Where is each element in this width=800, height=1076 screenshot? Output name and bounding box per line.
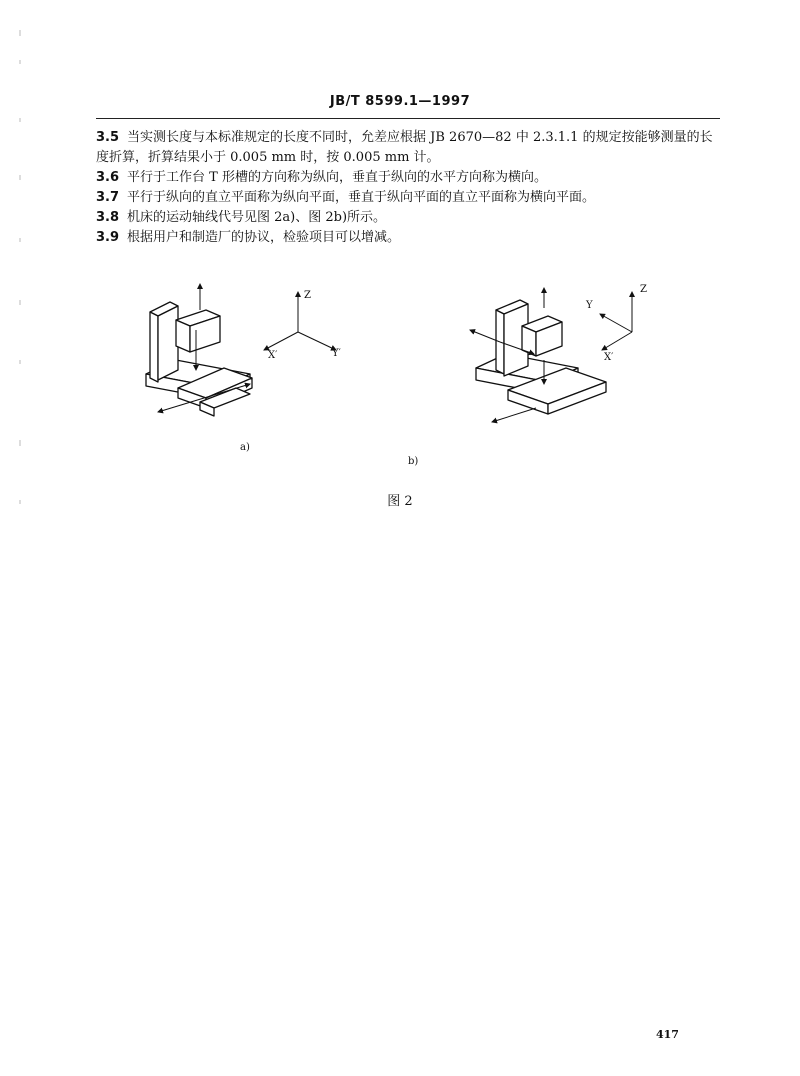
clause-3-9 — [96, 228, 720, 248]
axis-label-y-b: Y — [586, 300, 593, 311]
clause-number: 3.5 — [96, 130, 120, 145]
clause-text: 根据用户和制造厂的协议，检验项目可以增减。 — [127, 230, 401, 245]
subfigure-label-b: b) — [408, 456, 419, 467]
clause-text: 当实测长度与本标准规定的长度不同时，允差应根据 JB 2670—82 中 2.3.1.1 的规定按能够测量的长度折算，折算结果小于 0.005 mm 时，按 0.005 mm 计。 — [96, 130, 713, 165]
clause-3-6 — [96, 168, 720, 188]
axis-label-z-b: Z — [640, 284, 647, 295]
axis-label-x-b: X′ — [604, 352, 614, 363]
figure-caption: 图 2 — [387, 494, 413, 509]
machine-a-drawing — [146, 302, 252, 416]
clause-number: 3.7 — [96, 190, 120, 205]
clause-3-7 — [96, 188, 720, 208]
standard-code: JB/T 8599.1—1997 — [329, 94, 471, 109]
binding-marks-icon — [16, 0, 24, 1072]
figure-2 — [0, 270, 800, 510]
header-rule — [96, 118, 720, 119]
clause-number: 3.8 — [96, 210, 120, 225]
clause-list — [96, 128, 720, 248]
clause-text: 机床的运动轴线代号见图 2a)、图 2b)所示。 — [127, 210, 387, 225]
binding-edge-marks — [16, 0, 24, 1072]
axis-label-x-a: X′ — [268, 350, 278, 361]
clause-text: 平行于工作台 T 形槽的方向称为纵向，垂直于纵向的水平方向称为横向。 — [127, 170, 547, 185]
subfigure-label-a: a) — [240, 442, 250, 453]
clause-number: 3.6 — [96, 170, 120, 185]
axis-label-y-a: Y′ — [332, 348, 341, 359]
page-number: 417 — [656, 1028, 679, 1041]
clause-3-5 — [96, 128, 720, 168]
machine-axes-diagram — [0, 270, 800, 510]
machine-b-drawing — [476, 300, 606, 414]
axes-a — [264, 292, 336, 350]
clause-number: 3.9 — [96, 230, 120, 245]
clause-3-8 — [96, 208, 720, 228]
axis-label-z-a: Z — [304, 290, 311, 301]
axes-b — [600, 292, 632, 350]
clause-text: 平行于纵向的直立平面称为纵向平面，垂直于纵向平面的直立平面称为横向平面。 — [127, 190, 596, 205]
